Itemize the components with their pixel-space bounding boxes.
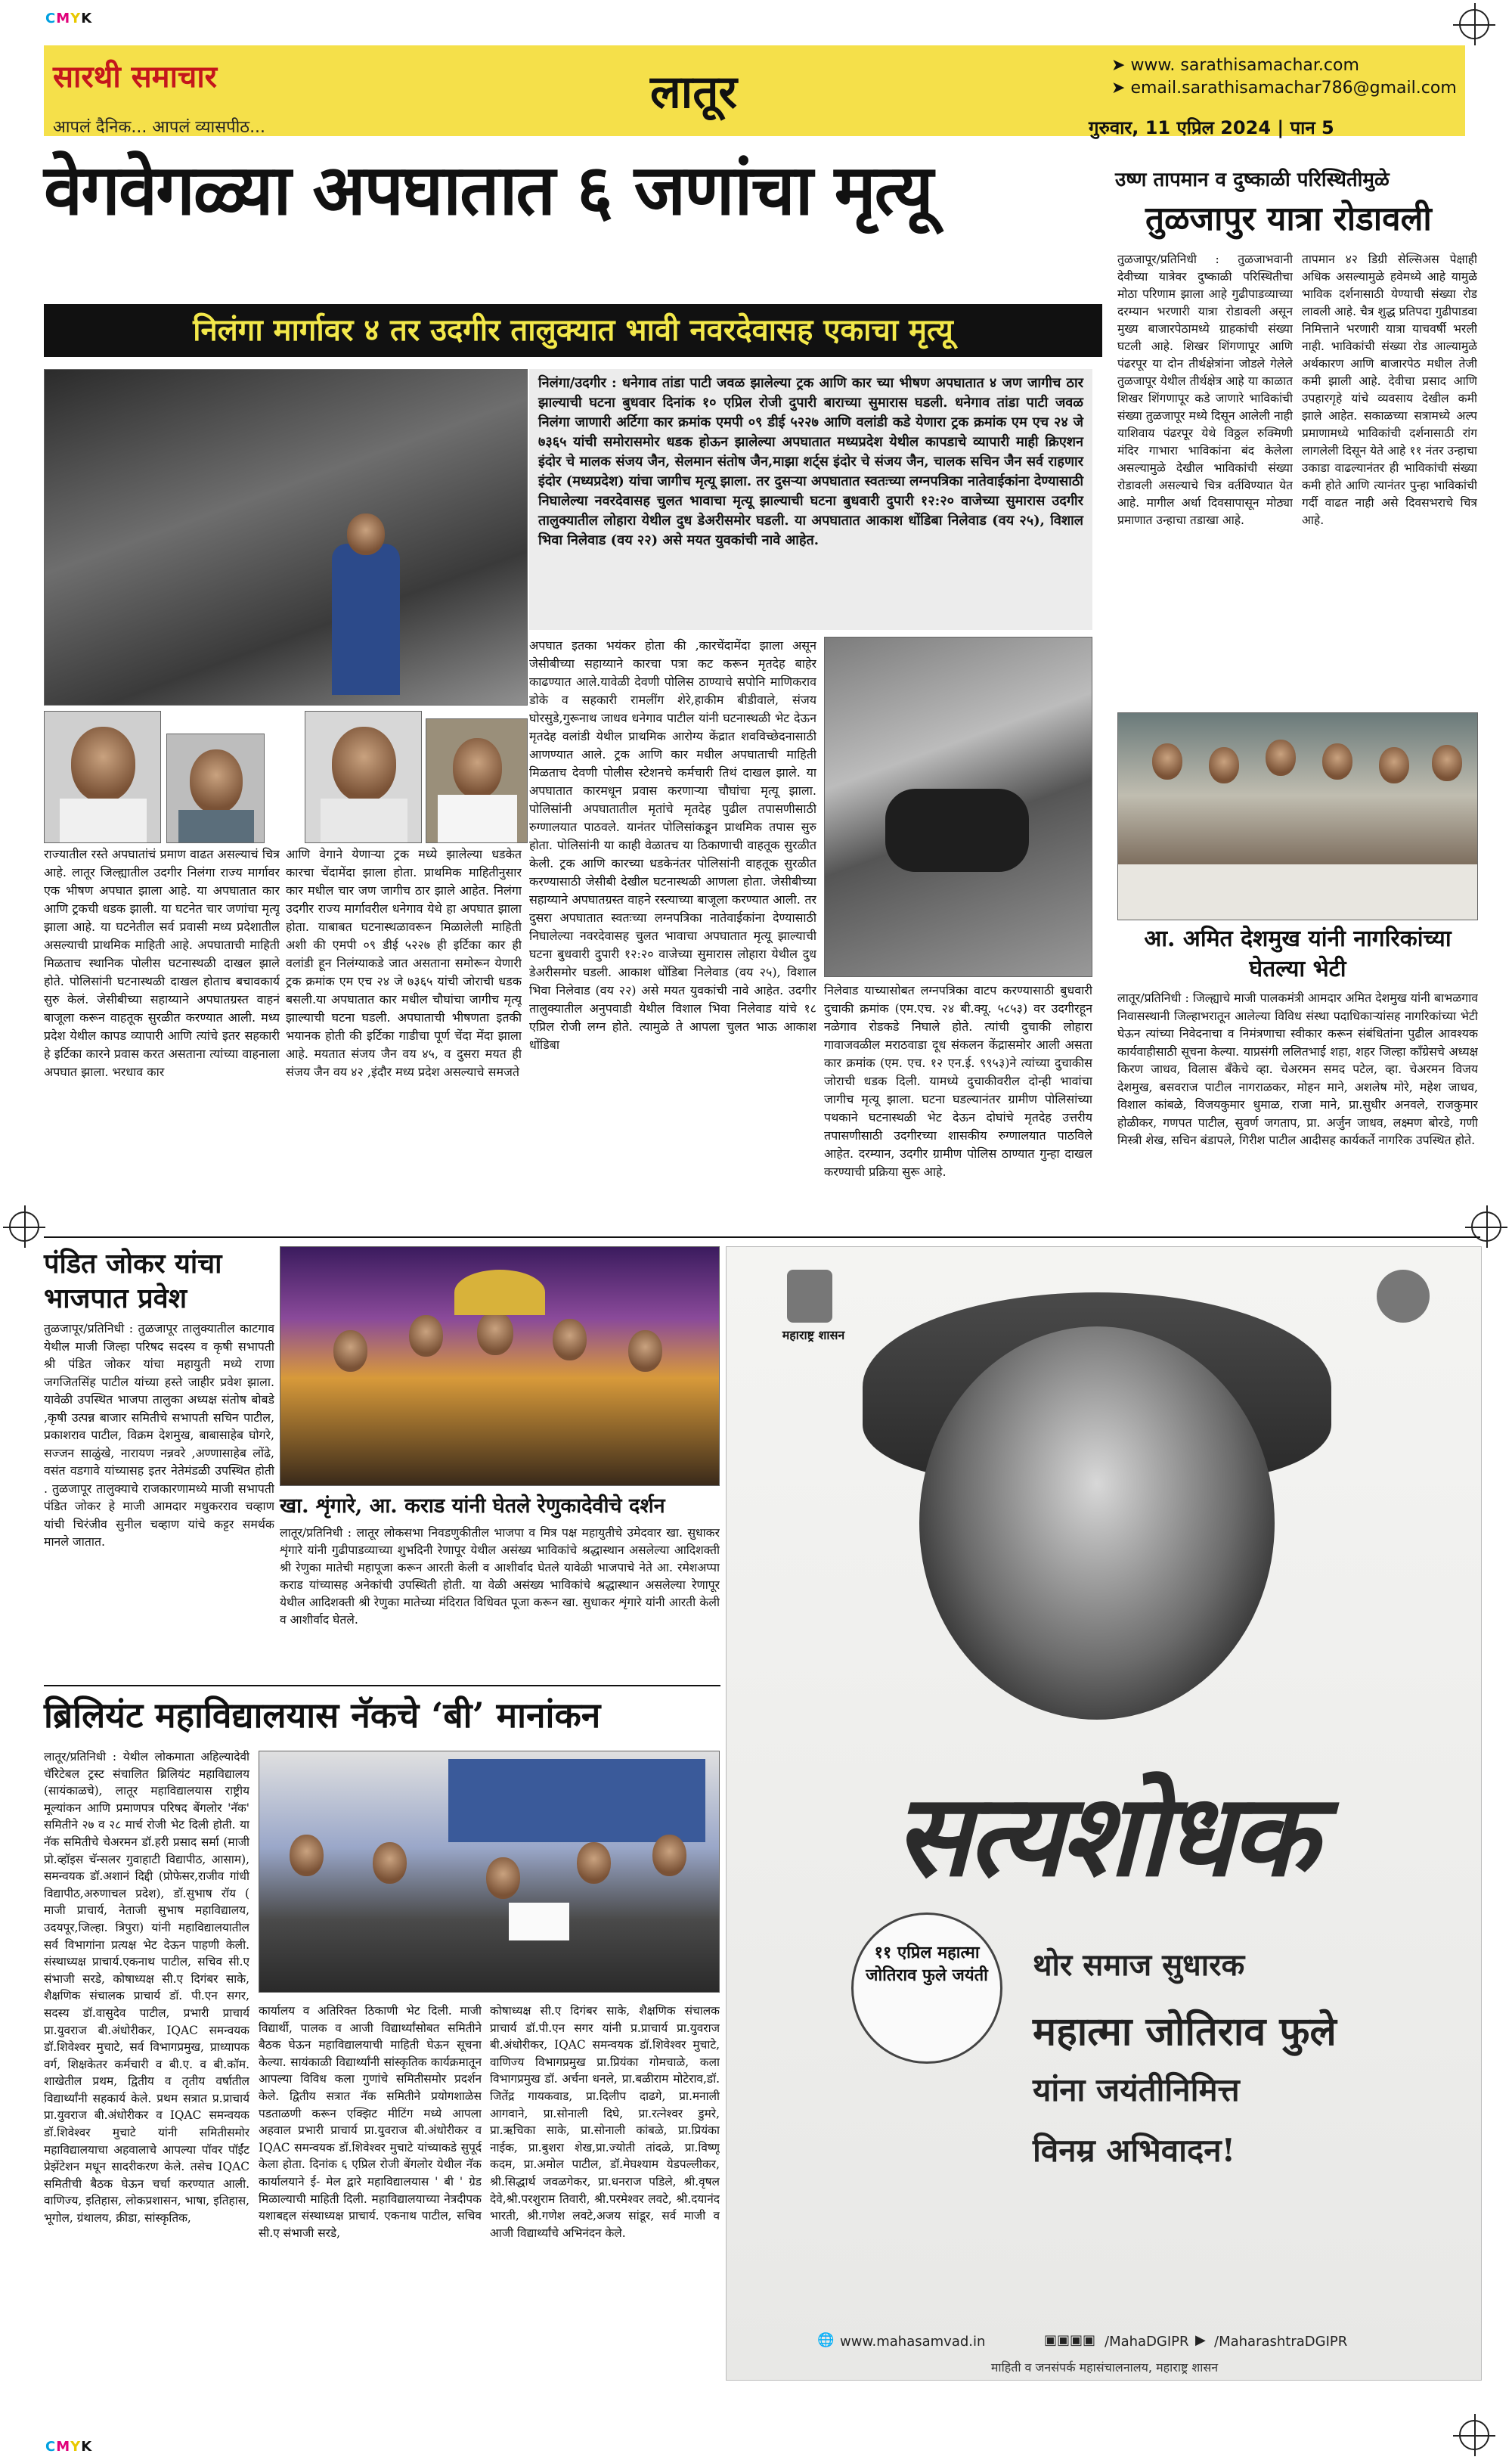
joker-body: तुळजापूर/प्रतिनिधी : तुळजापूर तालुक्यातील काटगाव येथील माजी जिल्हा परिषद सदस्य व कृषी सभापती श्री पंडित जोकर यांचा महायुती मध्ये राणा जगजितसिंह पाटील यांच्या हस्ते जाहीर प्रवेश झाला. यावेळी उपस्थित भाजपा तालुका अध्यक्ष संतोष बोबडे ,कृषी उत्पन्न बाजार समितीचे सभापती सचिन पाटील, प्रकाशराव पाटील, विक्रम देशमुख, बाबासाहेब घोगरे, सज्जन साळुंखे, नारायण नन्नवरे ,अण्णासाहेब लोंढे, वसंत वडगावे यांच्यासह इतर नेतेमंडळी उपस्थित होती . तुळजापूर तालुक्याचे राजकारणामध्ये माजी सभापती पंडित जोकर हे माजी आमदार मधुकरराव चव्हाण यांची चिरंजीव सुनील चव्हाण यांचे कट्टर समर्थक मानले जातात. — [44, 1321, 274, 1549]
lead-column-3: अपघात इतका भयंकर होता की ,कारचेंदामेंदा झाला असून जेसीबीच्या सहाय्याने कारचा पत्रा कट करून मृतदेह बाहेर काढण्यात आले.यावेळी देवणी पोलिस ठाण्याचे सपोनि माणिकराव डोके व सहकारी रामलींग शेरे,हाकीम बीडीवाले, संजय घोरसुडे,गुरूनाथ जाधव धनेगाव पाटील यांनी घटनास्थळी भेट देऊन मृतदेह वलांडी येथील प्राथमिक आरोग्य केंद्रात शवविच्छेदनासाठी आणण्यात आले. ट्रक आणि कार मधील अपघाताची माहिती मिळताच देवणी पोलीस स्टेशनचे कर्मचारी तिथं दाखल झाले. या अपघातात कारमधून प्रवास करणाऱ्या चौघांचा मृत्यू झाला. पोलिसांनी अपघातातील मृतांचे मृतदेह पुढील तपासणीसाठी रुग्णालयात पाठवले. यानंतर पोलिसांकडून प्राथमिक तपास सुरु होता. पोलिसांनी या काही वेळातच या ठिकाणाची वाहतूक सुरळीत केली. ट्रक आणि कारच्या धडकेनंतर पोलिसांनी वाहतूक सुरळीत करण्यासाठी जेसीबी देखील घटनास्थळी आणला होता. जेसीबीच्या सहाय्याने अपघातग्रस्त वाहने रस्त्याच्या बाजूला करण्यात आली. तर दुसरा अपघातात स्वतःच्या लग्नपत्रिका नातेवाईकांना देण्यासाठी निघालेल्या नवरदेवासह चुलत भावाचा अपघातात मृत्यू झाल्याची घटना बुधवारी दुपारी १२:२० वाजेच्या सुमारास लोहारा येथील दुध डेअरीसमोर घडली. आकाश धोंडिबा निलेवाड (वय २५), विशाल भिवा निलेवाड (वय २२) असे मयत युवकांची नावे आहेत. उदगीर तालुक्यातील अनुपवाडी येथील विशाल भिवा निलेवाड यांचे १८ एप्रिल रोजी लग्न होते. त्यामुळे ते आपला चुलत भाऊ आकाश धोंडिबा — [529, 638, 816, 1052]
registration-mark-icon — [1459, 9, 1489, 39]
contact-block — [1111, 54, 1457, 100]
naac-column-3: कोषाध्यक्ष सी.ए दिगंबर साके, शैक्षणिक संचालक प्राचार्य डॉ.पी.एन सगर यांनी प्र.प्राचार्य प्रा.युवराज बी.अंधोरीकर, IQAC समन्वयक डॉ.शिवेश्वर मुचाटे, वाणिज्य विभागप्रमुख प्रा.प्रियंका गोमचाळे, कला विभागप्रमुख डॉ. अर्चना धनले, प्रा.बळीराम मोटेराव,डॉ. जितेंद्र गायकवाड, प्रा.दिलीप दाढगे, प्रा.मनाली आगवाने, प्रा.सोनाली दिघे, प्रा.रत्नेश्वर डुमरे, प्रा.ऋचिका साके, प्रा.सोनाली कांबळे, प्रा.प्रियंका नाईक, प्रा.बुशरा शेख,प्रा.ज्योती तांदळे, प्रा.विष्णू कदम, प्रा.अमोल पाटील, डॉ.मेघश्याम येडपल्लीकर, श्री.सिद्धार्थ जवळगेकर, प्रा.धनराज पडिले, श्री.वृषल देवे,श्री.परशुराम तिवारी, श्री.परमेश्वर लवटे, श्री.दयानंद भारती, श्री.गणेश लवटे,अजय सांडूर, सर्व माजी व आजी विद्यार्थ्यांचे अभिनंदन केले. — [490, 2004, 720, 2240]
tuljapur-kicker: उष्ण तापमान व दुष्काळी परिस्थितीमुळे — [1115, 169, 1390, 191]
naac-ceremony-photo — [259, 1751, 720, 1993]
ad-youtube-handle[interactable]: /MaharashtraDGIPR — [1214, 2334, 1348, 2350]
deshmukh-meeting-photo — [1117, 712, 1478, 920]
newspaper-logo: सारथी समाचार — [53, 59, 218, 95]
ad-line-4: विनम्र अभिवादन! — [1033, 2132, 1236, 2169]
registration-mark-icon — [9, 1211, 39, 1242]
lead-column-1: राज्यातील रस्ते अपघातांचं प्रमाण वाढत असल्याचं चित्र आहे. लातूर जिल्ह्यातील उदगीर निलंगा राज्य मार्गावर एक भीषण अपघात झाला आहे. या अपघातात कार आणि ट्रकची धडक झाली. या घटनेत चार जणांचा मृत्यू झाला आहे. या घटनेतील सर्व प्रवासी मध्य प्रदेशातील असल्याची प्राथमिक माहिती आहे. अपघाताची माहिती मिळताच स्थानिक पोलीस घटनास्थळी दाखल झाले होते. पोलिसांनी घटनास्थळी दाखल होताच बचावकार्य सुरु केलं. जेसीबीच्या सहाय्याने अपघातग्रस्त वाहनं बाजूला करून वाहतूक सुरळीत करण्यात आली. मध्य प्रदेश येथील कापड व्यापारी आणि त्यांचे इतर सहकारी हे इर्टिका कारने प्रवास करत असताना त्यांच्या वाहनाला अपघात झाला. भरधाव कार — [44, 847, 280, 1079]
cmyk-mark-bottom: CMYK — [45, 2439, 93, 2455]
joker-headline: पंडित जोकर यांचा भाजपात प्रवेश — [44, 1248, 222, 1314]
renuka-temple-photo — [280, 1246, 720, 1486]
lead-column-2: आणि वेगाने येणाऱ्या ट्रक मध्ये झालेल्या धडकेत कारचा चेंदामेंदा झाला होता. प्राथमिक माहितीनुसार कार मधील चार जण जागीच ठार झाले आहेत. निलंगा उदगीर राज्य मार्गावरील धनेगाव येथे हा अपघात झाला होता. याबाबत घटनास्थळावरून मिळालेली माहिती अशी की एमपी ०९ डीई ५२२७ ही इर्टिका कार ही वलांडी हून निलंग्याकडे जात असताना समोरून येणारी ट्रक क्रमांक एम एच २४ जे ७३६५ यांची जोराची धडक बसली.या अपघातात कार मधील चौघांचा जागीच मृत्यू झाल्याची घटना घडली. अपघाताची भीषणता इतकी भयानक होती की इर्टिका गाडीचा पूर्ण चेंदा मेंदा झाला आहे. मयतात संजय जैन वय ४५, व दुसरा मयत ही संजय जैन वय ४२ ,इंदौर मध्य प्रदेश असल्याचे समजते — [286, 847, 522, 1079]
lead-intro: निलंगा/उदगीर : धनेगाव तांडा पाटी जवळ झालेल्या ट्रक आणि कार च्या भीषण अपघातात ४ जण जागीच ठार झाल्याची घटना बुधवार दिनांक १० एप्रिल रोजी दुपारी बाराच्या सुमारास घडली. धनेगाव तांडा पाटी जवळ निलंगा जाणारी अर्टिगा कार क्रमांक एमपी ०९ डीई ५२२७ आणि वलांडी कडे येणारा ट्रक क्रमांक एम एच २४ जे ७३६५ यांची समोरासमोर धडक होऊन झालेल्या अपघातात मध्यप्रदेश येथील कापडाचे व्यापारी माही क्रिएशन इंदोर चे मालक संजय जैन, सेलमान संतोष जैन,माझा शर्ट्स इंदोर चे संजय जैन, चालक सचिन जैन सर्व राहणार इंदोर (मध्यप्रदेश) यांचा जागीच मृत्यू झाला. तर दुसऱ्या अपघातात स्वतःच्या लग्नपत्रिका नातेवाईकांना देण्यासाठी निघालेल्या नवरदेवासह चुलत भावाचा मृत्यू झाल्याची घटना बुधवारी दुपारी १२:२० वाजेच्या सुमारास उदगीर तालुक्यातील लोहारा येथील दुध डेअरीसमोर घडली. या अपघातात आकाश धोंडिबा निलेवाड (वय २५), विशाल भिवा निलेवाड (वय २२) असे मयत युवकांची नावे आहेत. — [529, 369, 1092, 630]
phule-jayanti-advertisement — [726, 1246, 1482, 2381]
lead-subheadline: निलंगा मार्गावर ४ तर उदगीर तालुक्यात भावी नवरदेवासह एकाचा मृत्यू — [44, 304, 1102, 357]
naac-column-2: कार्यालय व अतिरिक्त ठिकाणी भेट दिली. माजी विद्यार्थी, पालक व आजी विद्यार्थ्यांसोबत समितीने बैठक घेऊन महाविद्यालयाची माहिती घेऊन सूचना केल्या. सायंकाळी विद्यार्थ्यांनी सांस्कृतिक कार्यक्रमातून आपल्या विविध कला गुणांचे समितीसमोर प्रदर्शन केले. द्वितीय सत्रात नॅक समितीने प्रयोगशाळेस पडताळणी करून एक्झिट मीटिंग मध्ये आपला अहवाल प्रभारी प्राचार्य प्रा.युवराज बी.अंधोरीकर व IQAC समन्वयक डॉ.शिवेश्वर मुचाटे यांच्याकडे सुपूर्द केला होता. दिनांक ६ एप्रिल रोजी बेंगलोर येथील नॅक कार्यालयाने ई- मेल द्वारे महाविद्यालयास ' बी ' ग्रेड मिळाल्याची माहिती दिली. महाविद्यालयाच्या नेत्रदीपक यशाबद्दल संस्थाध्यक्ष प्राचार्य. एकनाथ पाटील, सचिव सी.ए संभाजी सरडे, — [259, 2004, 482, 2240]
ad-footer: माहिती व जनसंपर्क महासंचालनालय, महाराष्ट्र शासन — [990, 2360, 1219, 2375]
email-icon: ➤ — [1111, 79, 1131, 98]
deshmukh-headline: आ. अमित देशमुख यांनी नागरिकांच्या घेतल्या भेटी — [1144, 926, 1452, 982]
deshmukh-body: लातूर/प्रतिनिधी : जिल्ह्याचे माजी पालकमंत्री आमदार अमित देशमुख यांनी बाभळगाव निवासस्थानी जिल्हाभरातून आलेल्या विविध संस्था पदाधिकाऱ्यांसह नागरिकांच्या भेटी घेऊन त्यांच्या निवेदनाचा व निमंत्रणाचा स्वीकार करून संबंधितांना पुढील आवश्यक कार्यवाहीसाठी सूचना केल्या. याप्रसंगी ललितभाई शहा, शहर जिल्हा काँग्रेसचे अध्यक्ष किरण जाधव, विलास बँकेचे व्हा. चेअरमन समद पटेल, व्हा. चेअरमन विजय देशमुख, बसवराज पाटील नागराळकर, मोहन माने, अशलेष मोरे, महेश जाधव, विशाल कांबळे, विजयकुमार धुमाळ, राजा माने, प्रा.सुधीर अनवले, राजकुमार होळीकर, गणपत पाटील, सुवर्ण जगताप, प्रा. अर्जुन जाधव, लक्ष्मण बोरडे, गणी मिस्त्री शेख, सचिन बंडापले, गिरीश पाटील आदीसह कार्यकर्ते नागरिक उपस्थित होते. — [1117, 991, 1478, 1147]
lead-column-4: निलेवाड याच्यासोबत लग्नपत्रिका वाटप करण्यासाठी बुधवारी दुचाकी क्रमांक (एम.एच. २४ बी.क्यू. ५८५३) वर उदगीरहून नळेगाव रोडकडे निघाले होते. त्यांची दुचाकी लोहारा गावाजवळील मराठवाडा दूध संकलन केंद्रासमोर आली असता कार क्रमांक (एम. एच. १२ एन.ई. ९९५३)ने त्यांच्या दुचाकीस जोराची धडक दिली. यामध्ये दुचाकीवरील दोन्ही भावांचा जागीच मृत्यू झाला. घटना घडल्यानंतर ग्रामीण पोलिसांच्या पथकाने घटनास्थळी भेट देऊन दोघांचे मृतदेह उत्तरीय तपासणीसाठी उदगीरच्या शासकीय रुग्णालयात पाठविले आहेत. दरम्यान, उदगीर ग्रामीण पोलिस ठाण्यात गुन्हा दाखल करण्याची प्रक्रिया सुरू आहे. — [824, 983, 1092, 1179]
tuljapur-column-1: तुळजापूर/प्रतिनिधी : तुळजाभवानी देवीच्या यात्रेवर दुष्काळी परिस्थितीचा मोठा परिणाम झाला आहे गुढीपाडव्याच्या दरम्यान भरणारी यात्रा रोडावली असून मुख्य बाजारपेठामध्ये ग्राहकांची संख्या घटली आहे. शिखर शिंगणापूर आणि पंढरपूर या दोन तीर्थक्षेत्रांना जोडले गेलेले तुळजापूर येथील तीर्थक्षेत्र आहे या काळात शिखर शिंगणापूर कडे जाणारे भाविकांची संख्या तुळजापूर मध्ये दिसून आलेली नाही याशिवाय पंढरपूर येथे विठ्ठल रुक्मिणी मंदिर गाभारा भाविकांना बंद केलेला असल्यामुळे देखील भाविकांची संख्या रोडावली असल्याचे चित्र वर्तविण्यात येत आहे. मागील अर्धा दिवसापासून मोठ्या प्रमाणात उन्हाचा तडाखा आहे. — [1117, 253, 1293, 527]
shringare-body: लातूर/प्रतिनिधी : लातूर लोकसभा निवडणुकीतील भाजपा व मित्र पक्ष महायुतीचे उमेदवार खा. सुधाकर शृंगारे यांनी गुढीपाडव्याच्या शुभदिनी रेणापूर येथील असंख्य भाविकांचे श्रद्धास्थान असलेल्या आदिशक्ती श्री रेणुका मातेची महापूजा करून आरती केली व आशीर्वाद घेतले यावेळी भाजपाचे नेते आ. रमेशअप्पा कराड यांच्यासह अनेकांची उपस्थिती होती. या वेळी असंख्य भाविकांचे श्रद्धास्थान असलेल्या रेणापूर येथील आदिशक्ती श्री रेणुका मातेच्या मंदिरात विधिवत पूजा करून खा. सुधाकर शृंगारे यांनी आरती केली व आशीर्वाद घेतले. — [280, 1526, 720, 1627]
shringare-headline: खा. शृंगारे, आ. कराड यांनी घेतले रेणुकादेवीचे दर्शन — [280, 1494, 665, 1518]
ad-line-1: थोर समाज सुधारक — [1033, 1947, 1245, 1983]
email-link[interactable]: email.sarathisamachar786@gmail.com — [1130, 79, 1457, 98]
tuljapur-headline: तुळजापुर यात्रा रोडावली — [1145, 200, 1432, 238]
website-link[interactable]: www. sarathisamachar.com — [1130, 56, 1359, 75]
phule-portrait — [919, 1326, 1275, 1720]
web-icon: ➤ — [1111, 56, 1131, 75]
victim-photos — [44, 711, 528, 843]
section-divider — [44, 1685, 720, 1686]
cmyk-mark-top: CMYK — [45, 11, 93, 26]
emblem-caption: महाराष्ट्र शासन — [782, 1328, 845, 1342]
ad-social-bar — [727, 2325, 1482, 2362]
ad-line-3: यांना जयंतीनिमित्त — [1033, 2071, 1240, 2108]
dgipr-logo-icon — [1377, 1270, 1430, 1323]
section-divider — [44, 1236, 1480, 1238]
accident-car-photo — [44, 369, 528, 706]
ad-line-2: महात्मा जोतिराव फुले — [1033, 2009, 1337, 2055]
ad-social-handle[interactable]: /MahaDGIPR — [1105, 2334, 1189, 2350]
accident-bike-photo — [824, 637, 1092, 977]
date-line: गुरुवार, 11 एप्रिल 2024 | पान 5 — [1089, 117, 1334, 138]
registration-mark-icon — [1459, 2420, 1489, 2450]
social-media-icon: ▣▣▣▣ — [1044, 2332, 1096, 2348]
youtube-icon: ▶ — [1195, 2332, 1206, 2348]
ad-website[interactable]: www.mahasamvad.in — [840, 2334, 986, 2350]
jayanti-badge: ११ एप्रिल महात्मा जोतिराव फुले जयंती — [851, 1912, 1002, 2064]
edition-city: लातूर — [650, 66, 737, 119]
ad-title: सत्यशोधक — [894, 1769, 1315, 1902]
naac-column-1: लातूर/प्रतिनिधी : येथील लोकमाता अहिल्यादेवी चॅरिटेबल ट्रस्ट संचालित ब्रिलियंट महाविद्यालय (सायंकाळचे), लातूर महाविद्यालयास राष्ट्रीय मूल्यांकन आणि प्रमाणपत्र परिषद बेंगलोर 'नॅक' समितीने २७ व २८ मार्च रोजी भेट दिली होती. या नॅक समितीचे चेअरमन डॉ.हरी प्रसाद सर्मा (माजी प्रो.व्हॉइस चॅन्सलर गुवाहाटी विद्यापीठ, आसाम), समन्वयक डॉ.अशानं दिद्दी (प्रोफेसर,राजीव गांधी विद्यापीठ,अरुणाचल प्रदेश), डॉ.सुभाष रॉय ( माजी प्राचार्य, नेताजी सुभाष महाविद्यालय, उदयपूर,जिल्हा. त्रिपुरा) यांनी महाविद्यालयातील सर्व विभागांना प्रत्यक्ष भेट देऊन पाहणी केली. संस्थाध्यक्ष प्राचार्य.एकनाथ पाटील, सचिव सी.ए संभाजी सरडे, कोषाध्यक्ष सी.ए दिगंबर साके, शैक्षणिक संचालक प्राचार्य डॉ. पी.एन सगर, सदस्य डॉ.वासुदेव पाटील, प्रभारी प्राचार्य प्रा.युवराज बी.अंधोरीकर, IQAC समन्वयक डॉ.शिवेश्वर मुचाटे, सर्व विभागप्रमुख, प्राध्यापक वर्ग, शिक्षकेतर कर्मचारी व बी.ए. व बी.कॉम. शाखेतील प्रथम, द्वितीय व तृतीय वर्षातील विद्यार्थ्यांनी सहकार्य केले. प्रथम सत्रात प्र.प्राचार्य प्रा.युवराज बी.अंधोरीकर व IQAC समन्वयक डॉ.शिवेश्वर मुचाटे यांनी समितीसमोर महाविद्यालयाचा अहवालाचे आपल्या पॉवर पॉईंट प्रेझेंटेशन मधून सादरीकरण केले. तसेच IQAC समितीची बैठक घेऊन चर्चा करण्यात आली. वाणिज्य, इतिहास, लोकप्रशासन, भाषा, इतिहास, भूगोल, ग्रंथालय, क्रीडा, सांस्कृतिक, — [44, 1750, 249, 2226]
tagline: आपलं दैनिक... आपलं व्यासपीठ... — [53, 118, 266, 137]
ashoka-emblem-icon — [787, 1270, 832, 1323]
tuljapur-column-2: तापमान ४२ डिग्री सेल्सिअस पेक्षाही अधिक असल्यामुळे हवेमध्ये आहे यामुळे भाविक दर्शनासाठी येण्याची संख्या रोड लावली आहे. चैत्र शुद्ध प्रतिपदा गुढीपाडवा निमित्ताने भरणारी यात्रा याचवर्षी भरली नाही. भाविकांची संख्या रोड आल्यामुळे अर्थकारण आणि बाजारपेठ मधील तेजी कमी झाली आहे. देवीचा प्रसाद आणि उपहारगृहे यांचे व्यवसाय देखील कमी झाले आहेत. सकाळच्या सत्रामध्ये अल्प प्रमाणामध्ये भाविकांची दर्शनासाठी रांग लागलेली दिसून येते आहे ११ नंतर उन्हाचा उकाडा वाढल्यानंतर ही भाविकांची संख्या कमी होते आणि त्यानंतर पुन्हा भाविकांची गर्दी वाढत नाही असे दिवसभराचे चित्र आहे. — [1302, 253, 1477, 527]
web-icon: 🌐 — [817, 2332, 835, 2348]
lead-headline: वेगवेगळ्या अपघातात ६ जणांचा मृत्यू — [44, 149, 932, 231]
naac-headline: ब्रिलियंट महाविद्यालयास नॅकचे ‘बी’ मानांकन — [44, 1695, 601, 1736]
